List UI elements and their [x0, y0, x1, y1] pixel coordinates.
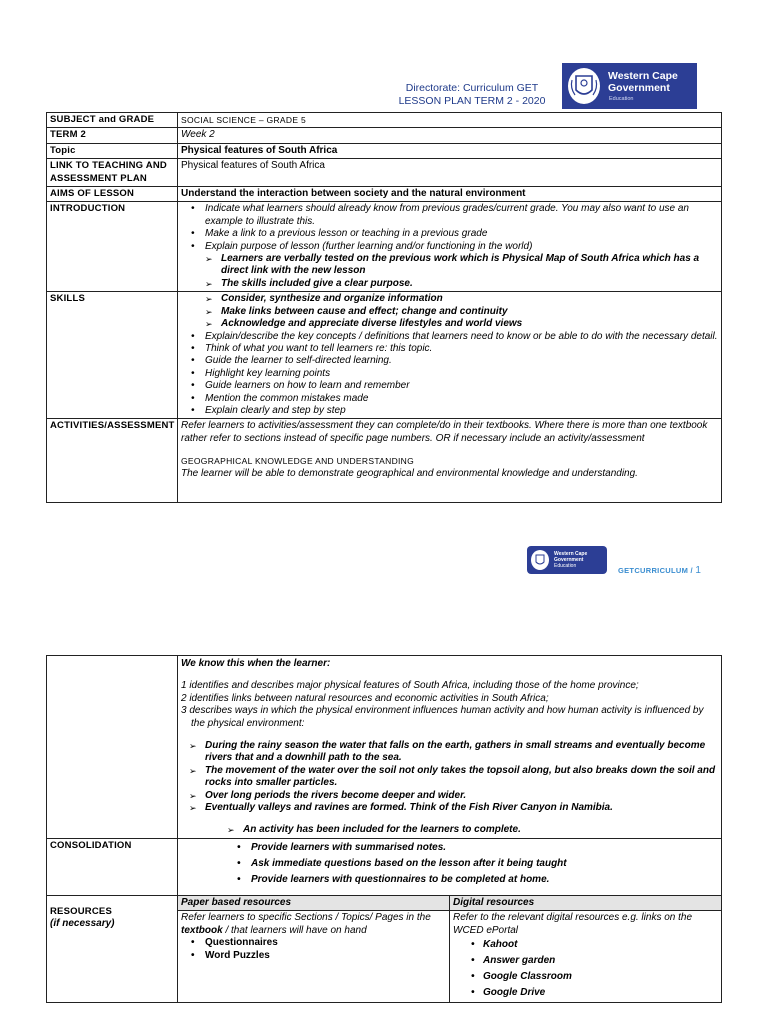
- lesson-plan-line: LESSON PLAN TERM 2 - 2020: [398, 95, 546, 107]
- coat-of-arms-icon: [566, 66, 602, 106]
- list-item: • Google Classroom: [453, 969, 718, 985]
- list-item: • Kahoot: [453, 937, 718, 953]
- table-row: [47, 202, 722, 292]
- table-row: [47, 838, 722, 895]
- table-row: [47, 656, 722, 839]
- table-row: [47, 143, 722, 158]
- list-item: • Ask immediate questions based on the lesson after it being taught: [181, 856, 718, 872]
- list-item: • Explain purpose of lesson (further learning and/or functioning in the world): [181, 241, 718, 253]
- list-item: ➢ The movement of the water over the soil not only takes the topsoil along, but also breaks down the soil and rocks into smaller particles.: [181, 765, 718, 790]
- knowledge-content: [178, 656, 722, 839]
- link-label: LINK TO TEACHING AND ASSESSMENT PLAN: [47, 159, 178, 187]
- digital-text: Refer to the relevant digital resources e.g. links on the WCED ePortal: [453, 912, 693, 936]
- subject-value: SOCIAL SCIENCE – GRADE 5: [178, 113, 722, 128]
- resources-sublabel: (if necessary): [50, 918, 115, 930]
- list-item: ➢ During the rainy season the water that falls on the earth, gathers in small streams and eventually become rivers that and a downhill path to the sea.: [181, 740, 718, 765]
- link-value: Physical features of South Africa: [178, 159, 722, 187]
- paper-heading: Paper based resources: [178, 895, 450, 910]
- term-value: Week 2: [178, 128, 722, 143]
- list-item: • Think of what you want to tell learners re: this topic.: [181, 343, 718, 355]
- knowledge-item: 3 describes ways in which the physical environment influences human activity and how human activity is influenced by the physical environment:: [181, 705, 704, 729]
- knowledge-item: 1 identifies and describes major physical features of South Africa, including those of the home province;: [181, 680, 639, 692]
- list-item: • Provide learners with summarised notes.: [181, 840, 718, 856]
- logo-subtitle: Education: [609, 96, 634, 102]
- lesson-plan-table-continued: [46, 655, 722, 1003]
- table-row: [47, 159, 722, 187]
- list-item: • Word Puzzles: [181, 950, 446, 962]
- resources-label-cell: [47, 895, 178, 1002]
- skills-label: SKILLS: [47, 292, 178, 419]
- list-item: • Mention the common mistakes made: [181, 393, 718, 405]
- introduction-content: [178, 202, 722, 292]
- list-item: ➢ Learners are verbally tested on the previous work which is Physical Map of South Africa which has a direct link with the new lesson: [181, 253, 718, 278]
- table-row: [47, 419, 722, 503]
- list-item: ➢ Acknowledge and appreciate diverse lifestyles and world views: [181, 318, 718, 330]
- list-item: ➢ An activity has been included for the learners to complete.: [181, 824, 718, 836]
- list-item: • Google Drive: [453, 985, 718, 1001]
- table-row: [47, 113, 722, 128]
- list-item: • Answer garden: [453, 953, 718, 969]
- list-item: • Provide learners with questionnaires to be completed at home.: [181, 872, 718, 888]
- term-label: TERM 2: [47, 128, 178, 143]
- list-item: ➢ Over long periods the rivers become deeper and wider.: [181, 790, 718, 802]
- logo-text: Western Cape Government: [608, 70, 678, 94]
- list-item: ➢ Eventually valleys and ravines are formed. Think of the Fish River Canyon in Namibia.: [181, 802, 718, 814]
- list-item: ➢ Consider, synthesize and organize information: [181, 293, 718, 305]
- activities-heading: GEOGRAPHICAL KNOWLEDGE AND UNDERSTANDING: [181, 456, 415, 467]
- page-number: 1: [695, 565, 702, 576]
- list-item: ➢ The skills included give a clear purpose.: [181, 278, 718, 290]
- skills-content: [178, 292, 722, 419]
- table-row: [47, 187, 722, 202]
- table-row: [47, 895, 722, 910]
- list-item: • Guide the learner to self-directed learning.: [181, 355, 718, 367]
- list-item: • Make a link to a previous lesson or teaching in a previous grade: [181, 228, 718, 240]
- topic-value: Physical features of South Africa: [178, 143, 722, 158]
- list-item: ➢ Make links between cause and effect; change and continuity: [181, 306, 718, 318]
- list-item: • Questionnaires: [181, 937, 446, 949]
- western-cape-logo: [562, 63, 697, 109]
- directorate-line: Directorate: Curriculum GET: [405, 82, 539, 94]
- knowledge-item: 2 identifies links between natural resources and economic activities in South Africa;: [181, 692, 549, 704]
- aims-label: AIMS OF LESSON: [47, 187, 178, 202]
- footer-label: GETCURRICULUM /: [618, 566, 693, 575]
- consolidation-label: CONSOLIDATION: [47, 838, 178, 895]
- list-item: • Explain/describe the key concepts / definitions that learners need to know or be able to do with the necessary detail.: [181, 331, 718, 343]
- consolidation-content: [178, 838, 722, 895]
- list-item: • Explain clearly and step by step: [181, 405, 718, 417]
- list-item: • Highlight key learning points: [181, 368, 718, 380]
- table-row: [47, 292, 722, 419]
- digital-heading: Digital resources: [450, 895, 722, 910]
- activities-body: The learner will be able to demonstrate geographical and environmental knowledge and understanding.: [181, 467, 638, 479]
- coat-of-arms-icon: [530, 549, 550, 571]
- knowledge-heading: We know this when the learner:: [181, 658, 331, 669]
- activities-text: Refer learners to activities/assessment they can complete/do in their textbooks. Where there is more than one textbook rather refer to sections instead of specific page numbers. OR if necessary include an activity/assessment: [181, 420, 708, 444]
- empty-label-cell: [47, 656, 178, 839]
- introduction-label: INTRODUCTION: [47, 202, 178, 292]
- list-item: • Indicate what learners should already know from previous grades/current grade. You may also want to use an example to illustrate this.: [181, 203, 718, 228]
- activities-label: ACTIVITIES/ASSESSMENT: [47, 419, 178, 503]
- subject-label: SUBJECT and GRADE: [47, 113, 178, 128]
- digital-resources: [450, 911, 722, 1003]
- paper-resources: [178, 911, 450, 1003]
- aims-value: Understand the interaction between society and the natural environment: [178, 187, 722, 202]
- footer-logo-text: Western Cape Government Education: [554, 551, 588, 569]
- paper-text: Refer learners to specific Sections / Topics/ Pages in the textbook / that learners will have on hand: [181, 912, 431, 936]
- footer-logo: [527, 546, 607, 574]
- activities-content: [178, 419, 722, 503]
- page-footer: [618, 565, 701, 576]
- lesson-plan-table: [46, 112, 722, 503]
- list-item: • Guide learners on how to learn and remember: [181, 380, 718, 392]
- document-header: [388, 82, 556, 108]
- resources-label: RESOURCES: [50, 905, 112, 917]
- topic-label: Topic: [47, 143, 178, 158]
- table-row: [47, 128, 722, 143]
